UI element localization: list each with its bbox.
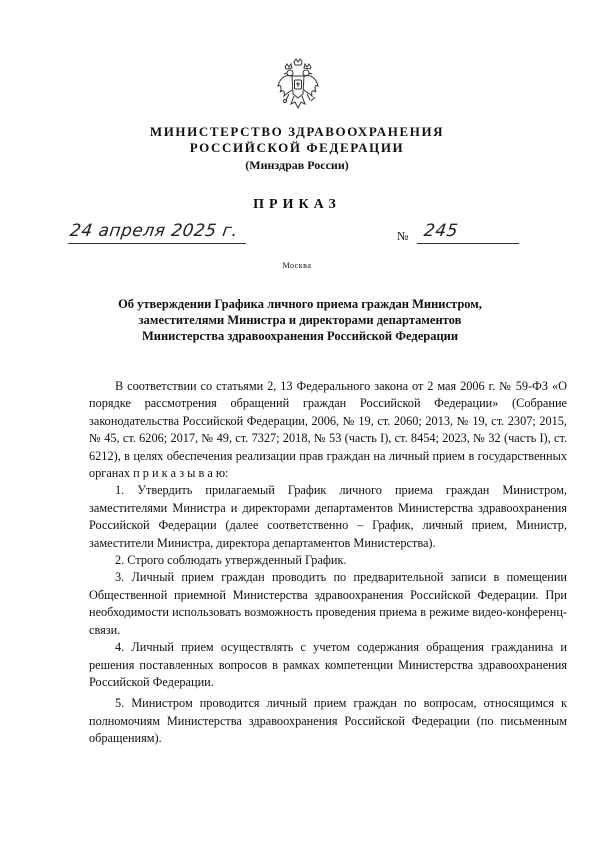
title-line1: Об утверждении Графика личного приема граждан Министром, xyxy=(118,297,482,311)
preamble-paragraph xyxy=(89,378,567,482)
order-word: п р и к а з ы в а ю: xyxy=(133,466,229,481)
item-3: 3. Личный прием граждан проводить по предварительной записи в помещении Общественной приемной Министерства здравоохранения Российской Федерации. При необходимости использовать возможность проведения приема в режиме видео-конференц-связи. xyxy=(89,570,567,637)
document-type: ПРИКАЗ xyxy=(253,197,341,212)
ministry-name-line1: МИНИСТЕРСТВО ЗДРАВООХРАНЕНИЯ xyxy=(149,124,445,139)
title-line2: заместителями Министра и директорами департаментов xyxy=(138,313,462,327)
number-sign: № xyxy=(397,229,409,243)
city: Москва xyxy=(282,261,312,270)
title-line3: Министерства здравоохранения Российской Федерации xyxy=(141,329,459,343)
order-number: 245 xyxy=(422,221,460,241)
item-1: 1. Утвердить прилагаемый График личного приема граждан Министром, заместителями Министра и директорами департаментов Министерства здравоохранения Российской Федерации (далее соответственно – График, личный прием, Министр, заместители Министра, директора департаментов Министерства). xyxy=(89,483,567,550)
order-date: 24 апреля 2025 г. xyxy=(68,221,240,241)
item-2: 2. Строго соблюдать утвержденный График. xyxy=(115,553,347,568)
item-4: 4. Личный прием осуществлять с учетом содержания обращения гражданина и решения поставленных вопросов в рамках компетенции Министерства здравоохранения Российской Федерации. xyxy=(89,640,567,689)
preamble-text: В соответствии со статьями 2, 13 Федерального закона от 2 мая 2006 г. № 59-ФЗ «О порядке рассмотрения обращений граждан Российской Федерации» (Собрание законодательства Российской Федерации, 2006, № 19, ст. 2060; 2013, № 19, ст. 2307; 2015, № 45, ст. 6206; 2017, № 49, ст. 7327; 2018, № 53 (часть I), ст. 8454; 2023, № 32 (часть I), ст. 6212), в целях обеспечения реализации прав граждан на личный прием в государственных органах xyxy=(89,379,567,481)
date-underline xyxy=(68,243,246,244)
ministry-short-name: (Минздрав России) xyxy=(245,158,349,172)
order-title xyxy=(70,296,530,344)
order-body xyxy=(89,378,567,748)
ministry-name-line2: РОССИЙСКОЙ ФЕДЕРАЦИИ xyxy=(189,140,405,155)
number-underline xyxy=(417,243,519,244)
coat-of-arms-icon xyxy=(277,58,319,110)
item-5: 5. Министром проводится личный прием граждан по вопросам, относящимся к полномочиям Министерства здравоохранения Российской Федерации (по письменным обращениям). xyxy=(89,696,567,746)
